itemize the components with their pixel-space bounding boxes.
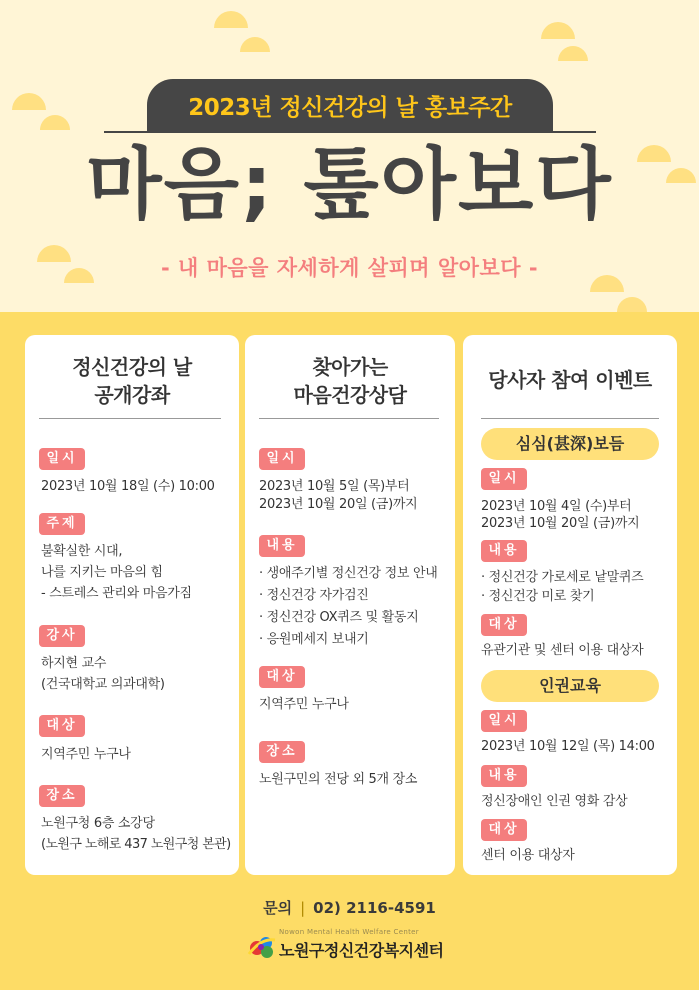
org-name: 노원구정신건강복지센터 (279, 941, 444, 960)
tag-speaker: 강사 (39, 625, 85, 647)
card-events (463, 335, 677, 875)
tag-target: 대상 (39, 715, 85, 737)
lecture-target: 지역주민 누구나 (41, 747, 131, 762)
event-content2: 정신장애인 인권 영화 감상 (481, 794, 628, 809)
decor-shape (541, 22, 575, 39)
subtitle: - 내 마음을 자세하게 살피며 알아보다 - (160, 256, 539, 280)
week-title: 2023년 정신건강의 날 홍보주간 (147, 79, 553, 131)
tag-date: 일시 (481, 468, 527, 490)
tag-target: 대상 (259, 666, 305, 688)
tag-date: 일시 (481, 710, 527, 732)
decor-shape (40, 115, 70, 130)
tag-date: 일시 (259, 448, 305, 470)
counsel-place: 노원구민의 전당 외 5개 장소 (259, 772, 418, 787)
card-title-line1: 정신건강의 날 (72, 355, 192, 379)
tag-place: 장소 (39, 785, 85, 807)
tag-date: 일시 (39, 448, 85, 470)
decor-shape (617, 297, 647, 312)
org-logo-icon (247, 932, 277, 962)
card-title-line1: 찾아가는 (312, 355, 388, 379)
event-pill: 인권교육 (481, 670, 659, 702)
event-date-line1: 2023년 10월 4일 (수)부터 (481, 499, 632, 514)
event-pill: 심심(甚深)보듬 (481, 428, 659, 460)
event-date-line2: 2023년 10월 20일 (금)까지 (481, 516, 640, 531)
title-divider (104, 131, 596, 133)
counsel-item: · 정신건강 자가검진 (259, 588, 369, 603)
main-title: 마음; 톺아보다 (86, 140, 613, 230)
event-item: · 정신건강 미로 찾기 (481, 589, 595, 604)
counsel-item: · 응원메세지 보내기 (259, 632, 369, 647)
tag-content: 내용 (259, 535, 305, 557)
card-divider (259, 418, 439, 419)
counsel-date-line2: 2023년 10월 20일 (금)까지 (259, 497, 418, 512)
event-target2: 센터 이용 대상자 (481, 848, 575, 863)
contact-phone: 02) 2116-4591 (313, 899, 436, 917)
counsel-item: · 생애주기별 정신건강 정보 안내 (259, 566, 438, 581)
event-item: · 정신건강 가로세로 낱말퀴즈 (481, 570, 644, 585)
contact-separator: | (300, 899, 306, 917)
card-counseling (245, 335, 455, 875)
lecture-topic-line1: 불확실한 시대, (41, 544, 123, 559)
decor-shape (240, 37, 270, 52)
tag-content: 내용 (481, 540, 527, 562)
lecture-place-line1: 노원구청 6층 소강당 (41, 816, 155, 831)
lecture-topic-line2: 나를 지키는 마음의 힘 (41, 565, 163, 580)
card-title-line2: 마음건강상담 (293, 383, 407, 407)
org-logo (247, 928, 467, 964)
tag-target: 대상 (481, 819, 527, 841)
tag-place: 장소 (259, 741, 305, 763)
counsel-item: · 정신건강 OX퀴즈 및 활동지 (259, 610, 419, 625)
card-title: 당사자 참여 이벤트 (488, 368, 652, 392)
card-divider (39, 418, 221, 419)
event-date2: 2023년 10월 12일 (목) 14:00 (481, 739, 655, 754)
lecture-speaker-line1: 하지현 교수 (41, 656, 107, 671)
card-title-line2: 공개강좌 (94, 383, 170, 407)
lecture-speaker-line2: (건국대학교 의과대학) (41, 677, 165, 692)
tag-target: 대상 (481, 614, 527, 636)
counsel-target: 지역주민 누구나 (259, 697, 349, 712)
header-band (0, 0, 699, 312)
tag-content: 내용 (481, 765, 527, 787)
counsel-date-line1: 2023년 10월 5일 (목)부터 (259, 479, 410, 494)
decor-shape (558, 46, 588, 61)
event-target: 유관기관 및 센터 이용 대상자 (481, 643, 644, 658)
card-lecture (25, 335, 239, 875)
lecture-date: 2023년 10월 18일 (수) 10:00 (41, 479, 215, 494)
card-divider (481, 418, 659, 419)
org-english-name: Nowon Mental Health Welfare Center (279, 928, 419, 936)
tag-topic: 주제 (39, 513, 85, 535)
lecture-topic-line3: - 스트레스 관리와 마음가짐 (41, 586, 192, 601)
decor-shape (12, 93, 46, 110)
contact-line (0, 897, 699, 918)
decor-shape (214, 11, 248, 28)
contact-label: 문의 (263, 899, 293, 917)
lecture-place-line2: (노원구 노해로 437 노원구청 본관) (41, 837, 231, 852)
